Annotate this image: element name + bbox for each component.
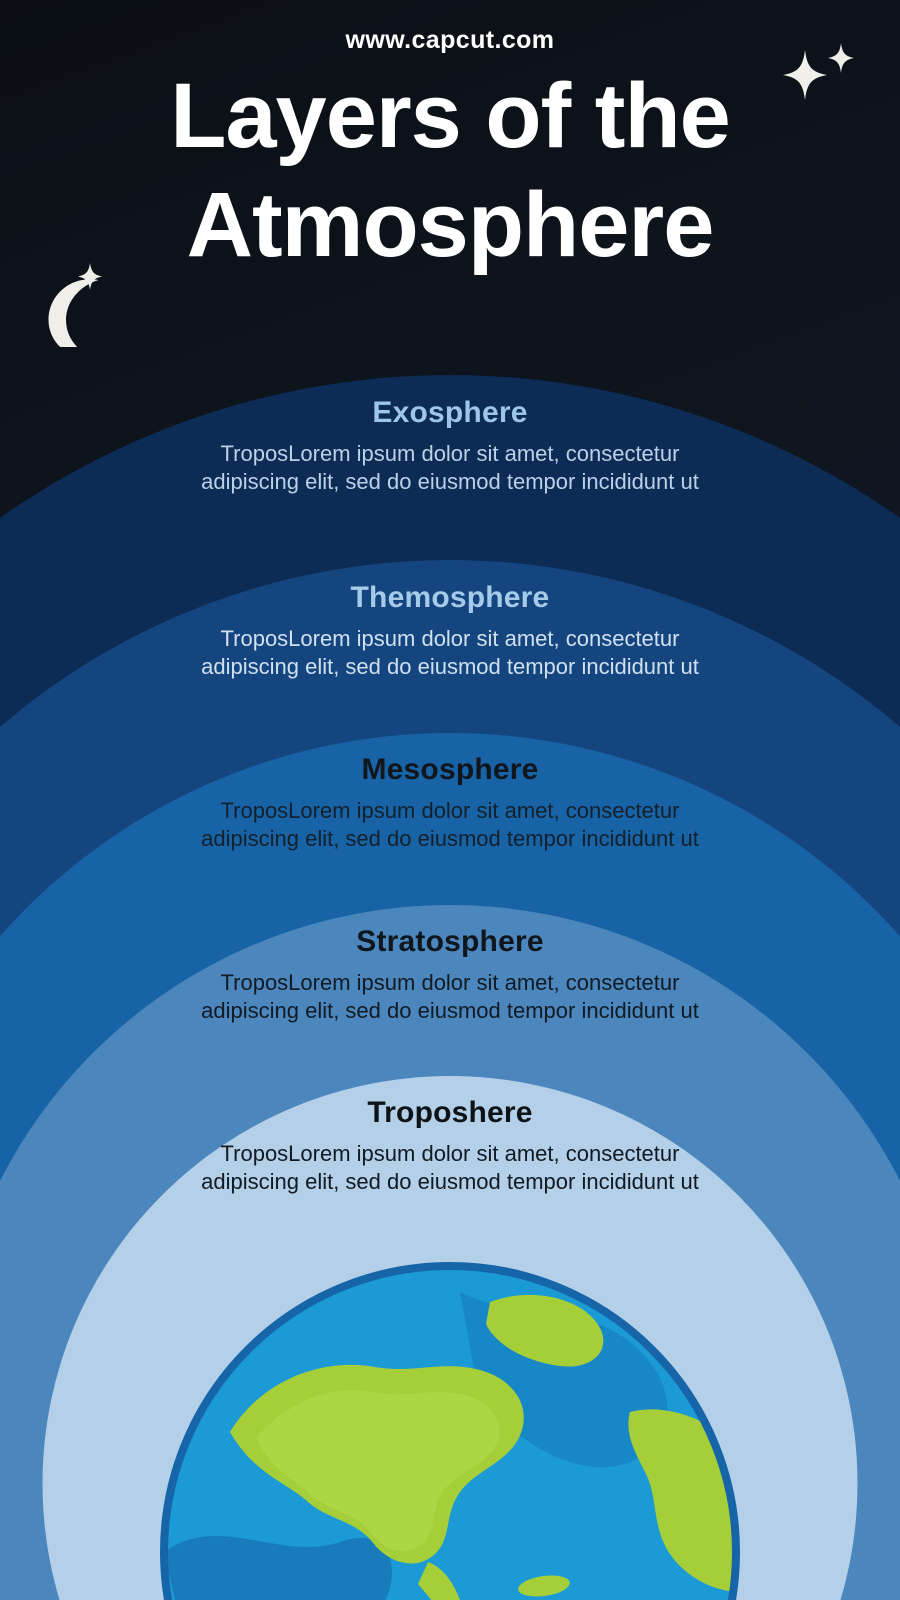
layer-description-thermosphere: TroposLorem ipsum dolor sit amet, consectetur adipiscing elit, sed do eiusmod tempor incididunt ut xyxy=(201,626,699,679)
earth-globe-icon xyxy=(160,1262,740,1600)
page-title xyxy=(0,62,900,279)
layer-description-exosphere: TroposLorem ipsum dolor sit amet, consectetur adipiscing elit, sed do eiusmod tempor incididunt ut xyxy=(201,441,699,494)
layer-block-mesosphere xyxy=(170,753,730,853)
layer-title-exosphere: Exosphere xyxy=(372,396,528,429)
title-line-1: Layers of the xyxy=(170,65,730,167)
sparkle-icon xyxy=(828,43,854,73)
sparkle-icon xyxy=(783,50,827,100)
layer-title-troposphere: Troposhere xyxy=(367,1096,533,1129)
site-url: www.capcut.com xyxy=(345,26,555,54)
layer-title-thermosphere: Themosphere xyxy=(350,581,550,614)
layer-description-troposphere: TroposLorem ipsum dolor sit amet, consectetur adipiscing elit, sed do eiusmod tempor incididunt ut xyxy=(201,1141,699,1194)
layer-block-thermosphere xyxy=(170,581,730,681)
layer-title-mesosphere: Mesosphere xyxy=(361,753,539,786)
layer-block-exosphere xyxy=(170,396,730,496)
crescent-moon-icon xyxy=(30,255,116,347)
layer-title-stratosphere: Stratosphere xyxy=(356,925,544,958)
title-line-2: Atmosphere xyxy=(186,173,714,276)
layer-block-stratosphere xyxy=(170,925,730,1025)
layer-description-mesosphere: TroposLorem ipsum dolor sit amet, consectetur adipiscing elit, sed do eiusmod tempor incididunt ut xyxy=(201,798,699,851)
layer-block-troposphere xyxy=(170,1096,730,1196)
layer-description-stratosphere: TroposLorem ipsum dolor sit amet, consectetur adipiscing elit, sed do eiusmod tempor incididunt ut xyxy=(201,970,699,1023)
